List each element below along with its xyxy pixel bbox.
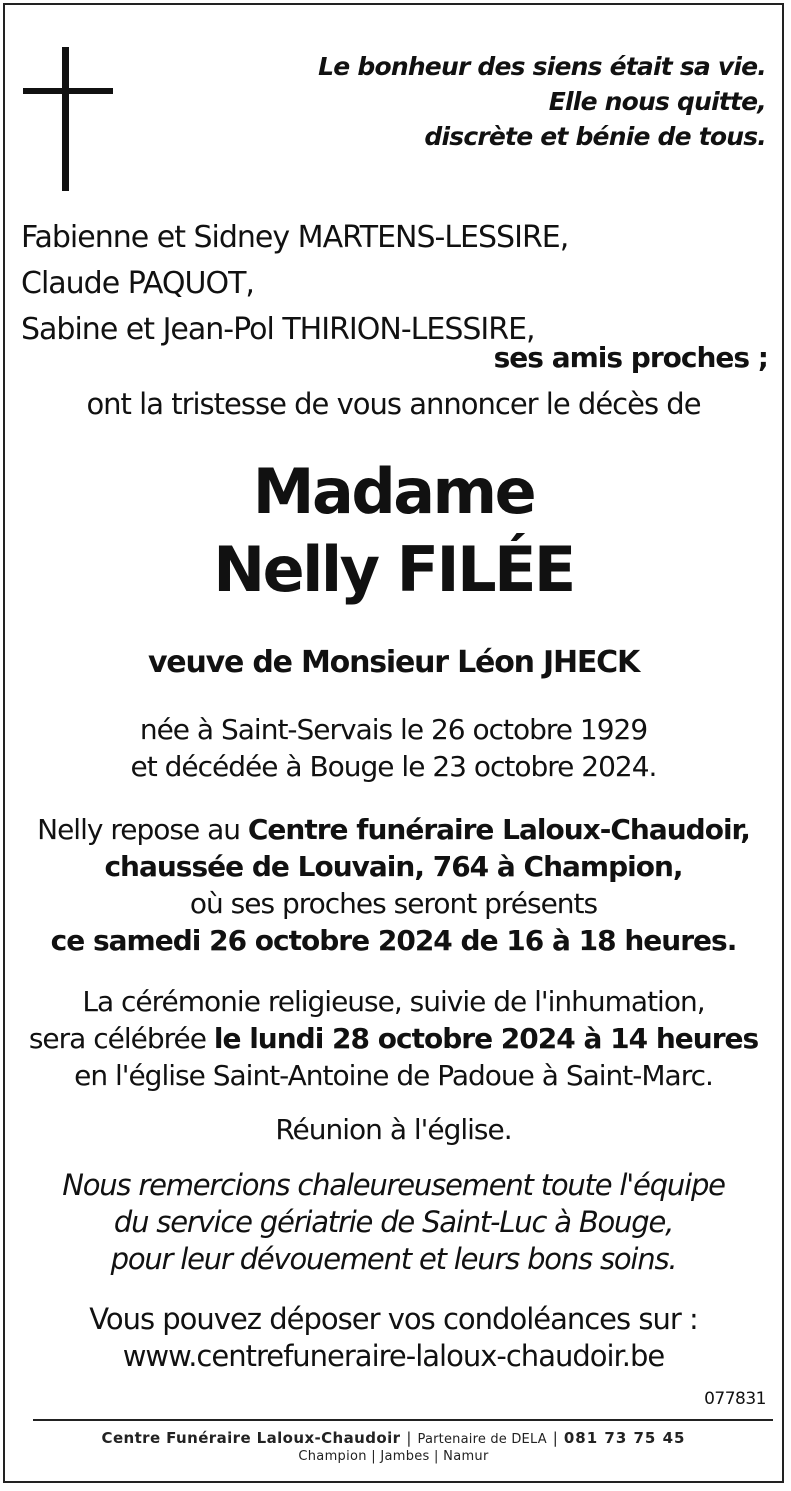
family-member: Fabienne et Sidney MARTENS-LESSIRE,	[21, 220, 569, 255]
footer-company: Centre Funéraire Laloux-Chaudoir	[101, 1429, 401, 1447]
footer-partner: Partenaire de DELA	[417, 1432, 547, 1447]
visitation-time	[5, 922, 782, 959]
thanks-line: Nous remercions chaleureusement toute l'équipe	[62, 1168, 725, 1202]
ceremony-paragraph	[5, 983, 782, 1094]
rest-address	[5, 848, 782, 885]
footer-locations: Champion | Jambes | Namur	[298, 1449, 489, 1464]
meeting-line: Réunion à l'église.	[275, 1113, 512, 1146]
footer	[5, 1429, 782, 1464]
cross-vertical-bar	[62, 47, 69, 191]
epitaph-quote	[318, 49, 766, 154]
funeral-home-address: chaussée de Louvain, 764 à Champion,	[104, 850, 683, 883]
ceremony-date-line	[5, 1020, 782, 1057]
funeral-home-name: Centre funéraire Laloux-Chaudoir,	[247, 813, 750, 846]
epitaph-line: discrète et bénie de tous.	[424, 122, 766, 151]
birth-line: née à Saint-Servais le 26 octobre 1929	[139, 713, 648, 746]
ceremony-date: le lundi 28 octobre 2024 à 14 heures	[213, 1022, 759, 1055]
footer-phone: 081 73 75 45	[563, 1429, 686, 1447]
footer-line-1	[5, 1429, 782, 1447]
announcement-line: ont la tristesse de vous annoncer le décès de	[86, 387, 701, 421]
deceased-title: Madame	[252, 455, 535, 528]
deceased-name-block	[5, 453, 782, 609]
reference-code: 077831	[704, 1389, 766, 1409]
epitaph-line: Elle nous quitte,	[548, 87, 766, 116]
rest-line	[5, 811, 782, 848]
friends-line: ses amis proches ;	[493, 341, 768, 374]
thanks-paragraph	[5, 1167, 782, 1278]
family-list	[21, 215, 568, 353]
rest-intro: Nelly repose au	[37, 813, 248, 846]
ceremony-line: La cérémonie religieuse, suivie de l'inhumation,	[82, 985, 705, 1018]
condolences-url[interactable]: www.centrefuneraire-laloux-chaudoir.be	[122, 1339, 665, 1373]
cross-horizontal-bar	[23, 88, 113, 94]
obituary-notice	[3, 3, 784, 1483]
family-member: Sabine et Jean-Pol THIRION-LESSIRE,	[21, 312, 535, 347]
presence-line: où ses proches seront présents	[189, 887, 598, 920]
birth-death-paragraph	[5, 711, 782, 785]
footer-separator: |	[406, 1429, 412, 1447]
death-line: et décédée à Bouge le 23 octobre 2024.	[130, 750, 657, 783]
footer-divider	[33, 1419, 773, 1421]
ceremony-location: en l'église Saint-Antoine de Padoue à Saint-Marc.	[74, 1059, 713, 1092]
epitaph-line: Le bonheur des siens était sa vie.	[318, 52, 766, 81]
visitation-time-text: ce samedi 26 octobre 2024 de 16 à 18 heures.	[50, 924, 737, 957]
ceremony-prefix: sera célébrée	[28, 1022, 214, 1055]
thanks-line: pour leur dévouement et leurs bons soins.	[110, 1242, 677, 1276]
condolences-paragraph	[5, 1301, 782, 1375]
deceased-name: Nelly FILÉE	[213, 533, 574, 606]
rest-paragraph	[5, 811, 782, 959]
condolences-line: Vous pouvez déposer vos condoléances sur :	[89, 1302, 698, 1336]
widow-of-line: veuve de Monsieur Léon JHECK	[147, 645, 640, 680]
family-member: Claude PAQUOT,	[21, 266, 254, 301]
footer-separator: |	[552, 1429, 558, 1447]
cross-icon	[23, 47, 113, 191]
thanks-line: du service gériatrie de Saint-Luc à Bouge,	[113, 1205, 674, 1239]
